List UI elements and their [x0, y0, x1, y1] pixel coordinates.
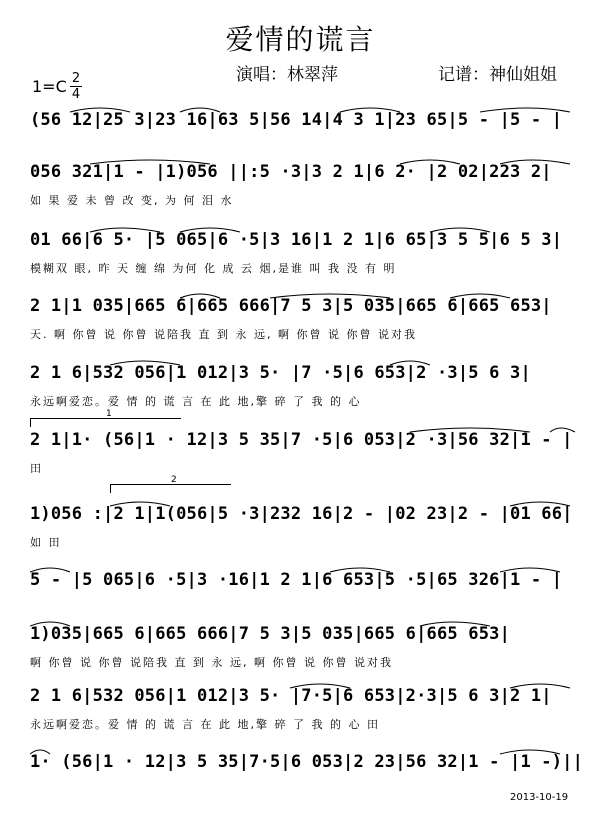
- volta-number: 2: [171, 475, 177, 485]
- score-system-2: [30, 156, 575, 218]
- score-system-6: [30, 409, 575, 486]
- lyric-line: 如 田: [30, 536, 62, 549]
- score-system-8: [30, 564, 575, 626]
- score-system-9: [30, 618, 575, 680]
- score-system-4: [30, 290, 575, 352]
- score-system-5: [30, 357, 575, 419]
- notation-line: 056 321|1 - |1)056 ||:5 ·3|3 2 1|6 2· |2 02|223 2|: [30, 162, 552, 182]
- time-signature-bottom: 4: [71, 87, 81, 102]
- lyric-line: 永远啊爱恋。爱 情 的 谎 言 在 此 地,擎 碎 了 我 的 心: [30, 395, 362, 408]
- notation-line: 5 - |5 065|6 ·5|3 ·16|1 2 1|6 653|5 ·5|65 326|1 - |: [30, 570, 563, 590]
- lyric-line: 永远啊爱恋。爱 情 的 谎 言 在 此 地,擎 碎 了 我 的 心 田: [30, 718, 380, 731]
- notation-line: 01 66|6 5· |5 065|6 ·5|3 16|1 2 1|6 65|3 5 5|6 5 3|: [30, 230, 563, 250]
- score-system-10: [30, 680, 575, 742]
- notation-line: 2 1|1· (56|1 · 12|3 5 35|7 ·5|6 053|2 ·3|56 32|1 - |: [30, 430, 573, 450]
- lyric-line: 啊 你曾 说 你曾 说陪我 直 到 永 远, 啊 你曾 说 你曾 说对我: [30, 656, 393, 669]
- notation-line: 1· (56|1 · 12|3 5 35|7·5|6 053|2 23|56 32|1 - |1 -)||: [30, 752, 584, 772]
- page-title: 爱情的谎言: [225, 23, 376, 56]
- singer-credit: 演唱：林翠萍: [236, 65, 338, 85]
- volta-number: 1: [106, 409, 112, 419]
- lyric-line: 模糊双 眼, 昨 天 缠 绵 为何 化 成 云 烟,是谁 叫 我 没 有 明: [30, 262, 397, 275]
- time-signature: [70, 72, 82, 101]
- second-ending-bracket: [110, 475, 231, 493]
- notation-line: 1)056 :|2 1|1(056|5 ·3|232 16|2 - |02 23|2 - |01 66|: [30, 504, 573, 524]
- notation-line: 2 1|1 035|665 6|665 666|7 5 3|5 035|665 6|665 653|: [30, 296, 552, 316]
- lyric-line: 田: [30, 462, 43, 475]
- notation-line: 2 1 6|532 056|1 012|3 5· |7 ·5|6 653|2 ·3|5 6 3|: [30, 363, 531, 383]
- lyric-line: 如 果 爱 未 曾 改 变, 为 何 泪 水: [30, 194, 234, 207]
- key-signature: 1=C: [32, 77, 67, 96]
- lyric-line: 天. 啊 你曾 说 你曾 说陪我 直 到 永 远, 啊 你曾 说 你曾 说对我: [30, 328, 417, 341]
- score-system-3: [30, 224, 575, 286]
- transcription-date: 2013-10-19: [510, 792, 569, 803]
- notation-line: 1)035|665 6|665 666|7 5 3|5 035|665 6|665 653|: [30, 624, 511, 644]
- notation-line: (56 12|25 3|23 16|63 5|56 14|4 3 1|23 65|5 - |5 - |: [30, 110, 563, 130]
- time-signature-top: 2: [71, 71, 81, 86]
- notation-line: 2 1 6|532 056|1 012|3 5· |7·5|6 653|2·3|5 6 3|2 1|: [30, 686, 552, 706]
- score-system-7: [30, 475, 575, 560]
- score-system-11: [30, 746, 584, 808]
- transcriber-credit: 记谱：神仙姐姐: [438, 65, 557, 85]
